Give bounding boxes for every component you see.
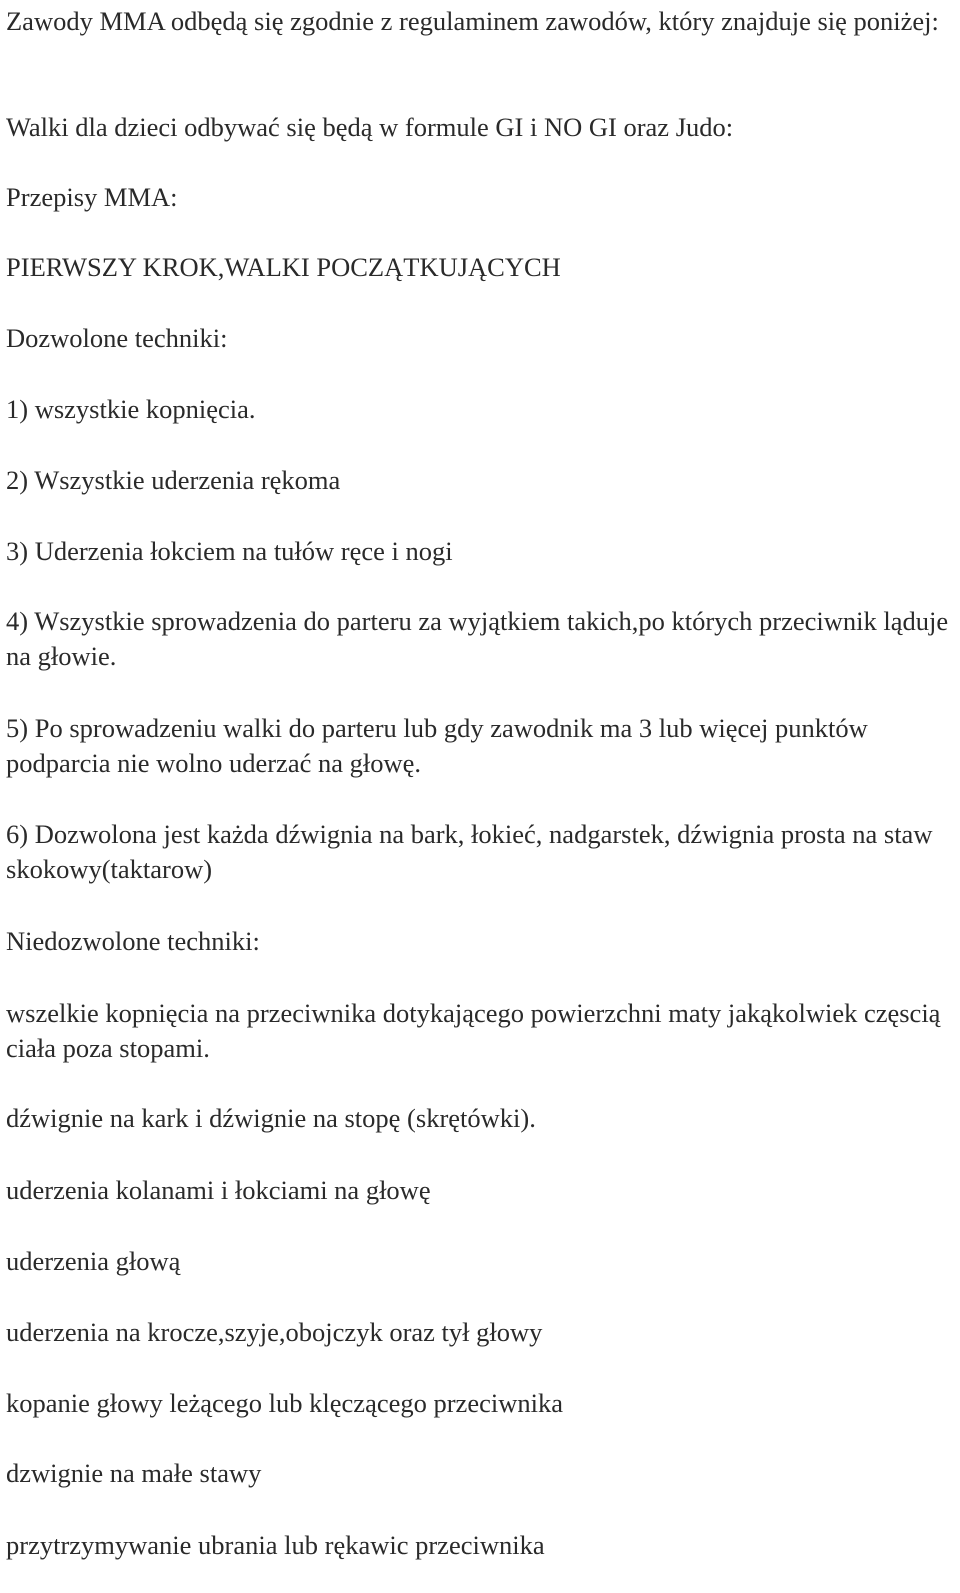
beginner-fights-heading: PIERWSZY KROK,WALKI POCZĄTKUJĄCYCH xyxy=(6,252,561,282)
allowed-technique-5: 5) Po sprowadzeniu walki do parteru lub gdy zawodnik ma 3 lub więcej punktów podparcia nie wolno uderzać na głowę. xyxy=(6,713,868,778)
allowed-technique-6: 6) Dozwolona jest każda dźwignia na bark, łokieć, nadgarstek, dźwignia prosta na staw skokowy(taktarow) xyxy=(6,819,933,884)
forbidden-technique-headbutts: uderzenia głową xyxy=(6,1246,181,1276)
allowed-techniques-heading: Dozwolone techniki: xyxy=(6,323,228,353)
forbidden-technique-small-joints: dzwignie na małe stawy xyxy=(6,1458,262,1488)
allowed-technique-1: 1) wszystkie kopnięcia. xyxy=(6,394,256,424)
forbidden-technique-kicking-head: kopanie głowy leżącego lub klęczącego przeciwnika xyxy=(6,1388,563,1418)
children-fights-paragraph: Walki dla dzieci odbywać się będą w formule GI i NO GI oraz Judo: xyxy=(6,112,734,142)
forbidden-technique-locks: dźwignie na kark i dźwignie na stopę (skrętówki). xyxy=(6,1103,536,1133)
allowed-technique-2: 2) Wszystkie uderzenia rękoma xyxy=(6,465,341,495)
forbidden-technique-strike-targets: uderzenia na krocze,szyje,obojczyk oraz tył głowy xyxy=(6,1317,543,1347)
allowed-technique-3: 3) Uderzenia łokciem na tułów ręce i nogi xyxy=(6,536,453,566)
mma-rules-heading: Przepisy MMA: xyxy=(6,182,178,212)
intro-paragraph: Zawody MMA odbędą się zgodnie z regulaminem zawodów, który znajduje się poniżej: xyxy=(6,6,939,36)
forbidden-techniques-heading: Niedozwolone techniki: xyxy=(6,926,260,956)
forbidden-technique-kicks: wszelkie kopnięcia na przeciwnika dotykającego powierzchni maty jakąkolwiek częscią ciała poza stopami. xyxy=(6,998,941,1063)
forbidden-technique-holding: przytrzymywanie ubrania lub rękawic przeciwnika xyxy=(6,1530,545,1560)
forbidden-technique-knees-elbows: uderzenia kolanami i łokciami na głowę xyxy=(6,1175,431,1205)
allowed-technique-4: 4) Wszystkie sprowadzenia do parteru za wyjątkiem takich,po których przeciwnik ląduje na głowie. xyxy=(6,606,949,671)
